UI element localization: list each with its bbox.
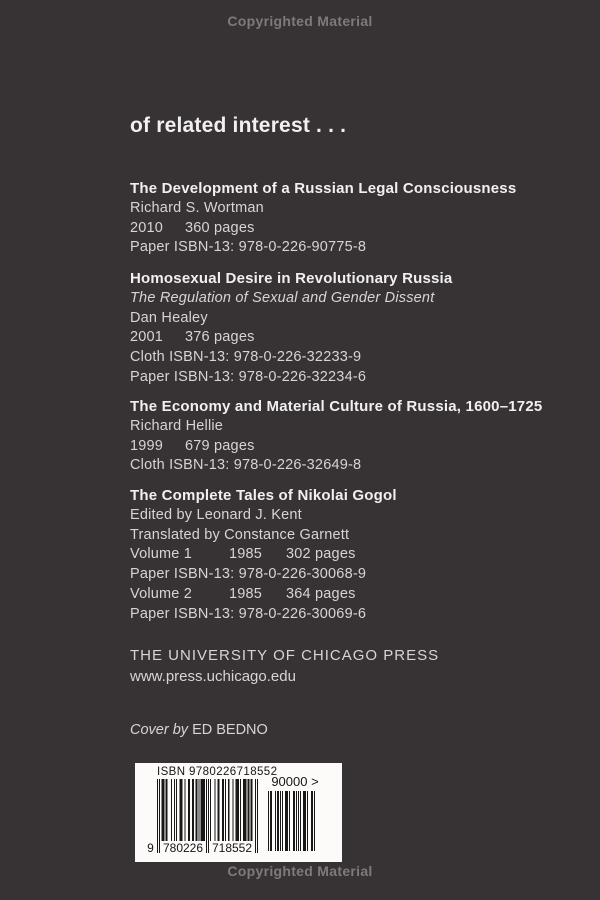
book-pages: 360 pages [185,219,255,236]
volume-label: Volume 2 [130,585,193,602]
book-editor: Edited by Leonard J. Kent [130,506,302,523]
book-author: Richard Hellie [130,417,224,434]
publisher-block [130,646,439,687]
book-title: The Complete Tales of Nikolai Gogol [130,487,397,504]
book-volume-line [130,585,397,605]
book-title: The Development of a Russian Legal Consciousness [130,180,517,197]
book-subtitle: The Regulation of Sexual and Gender Dissent [130,289,435,306]
volume-pages: 364 pages [286,585,356,602]
related-interest-heading: of related interest . . . [130,114,347,137]
book-year-pages [130,219,516,239]
barcode-digit-group: 780226 [162,841,204,855]
book-year: 2010 [130,219,164,236]
copyright-banner-top: Copyrighted Material [227,13,373,29]
book-author: Dan Healey [130,309,208,326]
book-isbn: Paper ISBN-13: 978-0-226-30069-6 [130,605,367,622]
barcode-supplement-code: 90000 > [271,774,319,789]
book-translator: Translated by Constance Garnett [130,526,350,543]
book-year-pages [130,328,452,348]
book-author: Richard S. Wortman [130,199,264,216]
book-isbn: Paper ISBN-13: 978-0-226-30068-9 [130,566,367,583]
book-entry [130,179,516,258]
volume-pages: 302 pages [286,546,356,563]
ean5-supplement-barcode-icon [267,791,315,851]
book-pages: 376 pages [185,329,255,346]
book-title: Homosexual Desire in Revolutionary Russia [130,270,453,287]
book-pages: 679 pages [185,437,255,454]
book-isbn: Paper ISBN-13: 978-0-226-32234-6 [130,368,367,385]
book-entry [130,397,542,476]
barcode-isbn-label: ISBN 9780226718552 [157,766,278,778]
barcode-panel [135,763,342,862]
cover-credit-designer: ED BEDNO [192,722,268,738]
book-entry [130,269,452,388]
book-volume-line [130,545,397,565]
cover-credit-prefix: Cover by [130,722,189,738]
book-title: The Economy and Material Culture of Russia, 1600–1725 [130,398,543,415]
book-isbn: Cloth ISBN-13: 978-0-226-32233-9 [130,349,362,366]
barcode-digit-group: 718552 [211,841,253,855]
book-isbn: Paper ISBN-13: 978-0-226-90775-8 [130,239,367,256]
book-entry [130,486,397,625]
book-year: 1999 [130,437,164,454]
book-isbn: Cloth ISBN-13: 978-0-226-32649-8 [130,457,362,474]
publisher-website: www.press.uchicago.edu [130,667,296,685]
barcode-digits [135,841,265,857]
volume-year: 1985 [229,585,263,602]
barcode-digit-lead: 9 [147,841,154,855]
book-year: 2001 [130,329,164,346]
copyright-banner-bottom: Copyrighted Material [227,863,373,879]
publisher-name: THE UNIVERSITY OF CHICAGO PRESS [130,647,440,664]
volume-year: 1985 [229,546,263,563]
volume-label: Volume 1 [130,546,193,563]
book-year-pages [130,437,542,457]
cover-credit [130,722,268,738]
